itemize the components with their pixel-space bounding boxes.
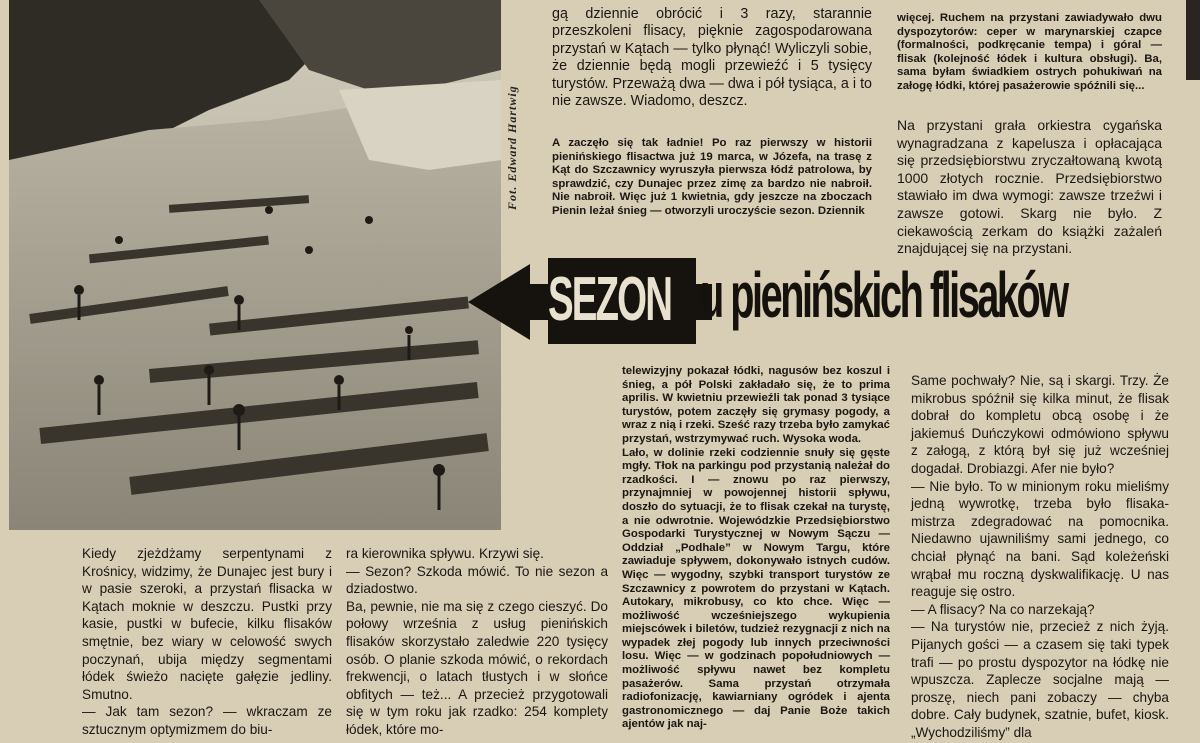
headline-highlight: SEZON bbox=[548, 265, 672, 334]
column-top-right: Na przystani grała orkiestra cygańska wynagradzana z kapelusza i opłacająca się przedsiębiorstwu zryczałtowaną kwotą 1000 złotych rocznie. Przedsiębiorstwo stawiało im dwa wymogi: zawsze trzeźwi i zawsze gotowi. Skarg nie było. Z ciekawością zerkam do książki zażaleń znajdującej się na przystani. bbox=[897, 117, 1162, 257]
column-middle-dense: telewizyjny pokazał łódki, nagusów bez koszul i śnieg, a pół Polski zakładało się, że to prima aprilis. W kwietniu przewieźli tak ponad 3 tysiące turystów, potem zaczęły się grymasy pogody, a wraz z nią i rzeki. Sześć razy trzeba było zamykać przystań, wstrzymywać ruch. Wysoka woda. Lało, w dolinie rzeki codziennie snuły się gęste mgły. Tłok na parkingu pod przystanią należał do rzadkości. I — znowu po raz pierwszy, przynajmniej w powojennej historii spływu, doszło do sytuacji, że to flisak czekał na turystę, a nie odwrotnie. Wojewódzkie Przedsiębiorstwo Gospodarki Turystycznej w Nowym Sączu — Oddział „Podhale” w Nowym Targu, które zawiaduje spływem, dokonywało istnych cudów. Więc — wygodny, szybki transport turystów ze Szczawnicy z powrotem do przystani w Kątach. Autokary, mikrobusy, co kto chce. Więc — możliwość wcześniejszego wykupienia miejscówek i biletów, tudzież rezygnacji z nich na wypadek złej pogody lub innych przeciwności losu. Więc — w godzinach popołudniowych — możliwość spływu nawet bez kompletu pasażerów. Sama przystań otrzymała radiofonizację, kawiarniany ogródek i ajenta gastronomicznego — daj Panie Boże takich ajentów jak naj- bbox=[622, 365, 890, 731]
photo-credit: Fot. Edward Hartwig bbox=[505, 85, 519, 210]
river-photo-illustration bbox=[9, 0, 501, 530]
photo-rafts-on-river bbox=[9, 0, 501, 530]
column-top-middle: gą dziennie obrócić i 3 razy, starannie przeszkoleni flisacy, pięknie zagospodarowana przystań w Kątach — tylko płynąć! Wyliczyli sobie, że dziennie będą mogli przewieźć i 5 tysięcy turystów. Przeważą dwa — dwa i pół tysiąca, a i to nie zawsze. Wiadomo, deszcz. bbox=[552, 6, 872, 110]
page-edge bbox=[1186, 0, 1200, 80]
headline-title: u pienińskich flisaków bbox=[700, 259, 1067, 331]
column-bottom-right: Same pochwały? Nie, są i skargi. Trzy. Że mikrobus spóźnił się kilka minut, że flisak dobrał do kompletu obcą osobę i że jakiemuś Duńczykowi odmówiono spływu z załogą, z którą był się już wcześniej dogadał. Drobiazgi. Afer nie było? — Nie było. To w minionym roku mieliśmy jedną wywrotkę, trzeba było flisaka-mistrza zdegradować na pomocnika. Niedawno ujawniliśmy sami jednego, co chciał płynąć na bani. Sąd koleżeński wrąbał mu roczną dyskwalifikację. U nas reaguje się ostro. — A flisacy? Na co narzekają? — Na turystów nie, przecież z nich żyją. Pijanych gości — a czasem się taki typek trafi — po prostu dyspozytor na łódkę nie wpuszcza. Zaplecze socjalne mają — proszę, niech pani zobaczy — chyba dobre. Cały budynek, szatnie, bufet, kiosk. „Wychodziliśmy” dla bbox=[911, 373, 1169, 740]
column-bottom-left: Kiedy zjeżdżamy serpentynami z Krośnicy, widzimy, że Dunajec jest bury i w pasie szeroki, a przystań flisacka w Kątach moknie w deszczu. Pustki przy kasie, pustki w bufecie, kilku flisaków smętnie, bez wiary w celowość swych poczynań, ubija między segmentami łódek świeżo nacięte gałęzie jedliny. Smutno. — Jak tam sezon? — wkraczam ze sztucznym optymizmem do biu- bbox=[82, 546, 332, 737]
column-bottom-middle: ra kierownika spływu. Krzywi się. — Sezon? Szkoda mówić. To nie sezon a dziadostwo. Ba, pewnie, nie ma się z czego cieszyć. Do połowy września z usług pienińskich flisaków skorzystało zaledwie 220 tysięcy osób. O planie szkoda mówić, o rekordach frekwencji, o latach tłustych i w słońce obfitych — też... A przecież przygotowali się w tym roku jak rzadko: 254 komplety łódek, które mo- bbox=[346, 546, 608, 737]
column-top-middle-dense: A zaczęło się tak ładnie! Po raz pierwszy w historii pienińskiego flisactwa już 19 marca, w Józefa, na trasę z Kąt do Szczawnicy wyruszyła pierwsza łódź patrolowa, by sprawdzić, czy Dunajec przez zimę za bardzo nie nabroił. Nie nabroił. Więc już 1 kwietnia, gdy jeszcze na zboczach Pienin leżał śnieg — otworzyli uroczyście sezon. Dziennik bbox=[552, 137, 872, 217]
column-top-right-dense: więcej. Ruchem na przystani zawiadywało dwu dyspozytorów: ceper w marynarskiej czapce (formalności, podkręcanie tempa) i góral — flisak (kolejność łódek i kultura obsługi). Ba, sama byłam świadkiem ostrych pohukiwań na załogę łódki, której pasażerowie spóźnili się... bbox=[897, 12, 1162, 92]
